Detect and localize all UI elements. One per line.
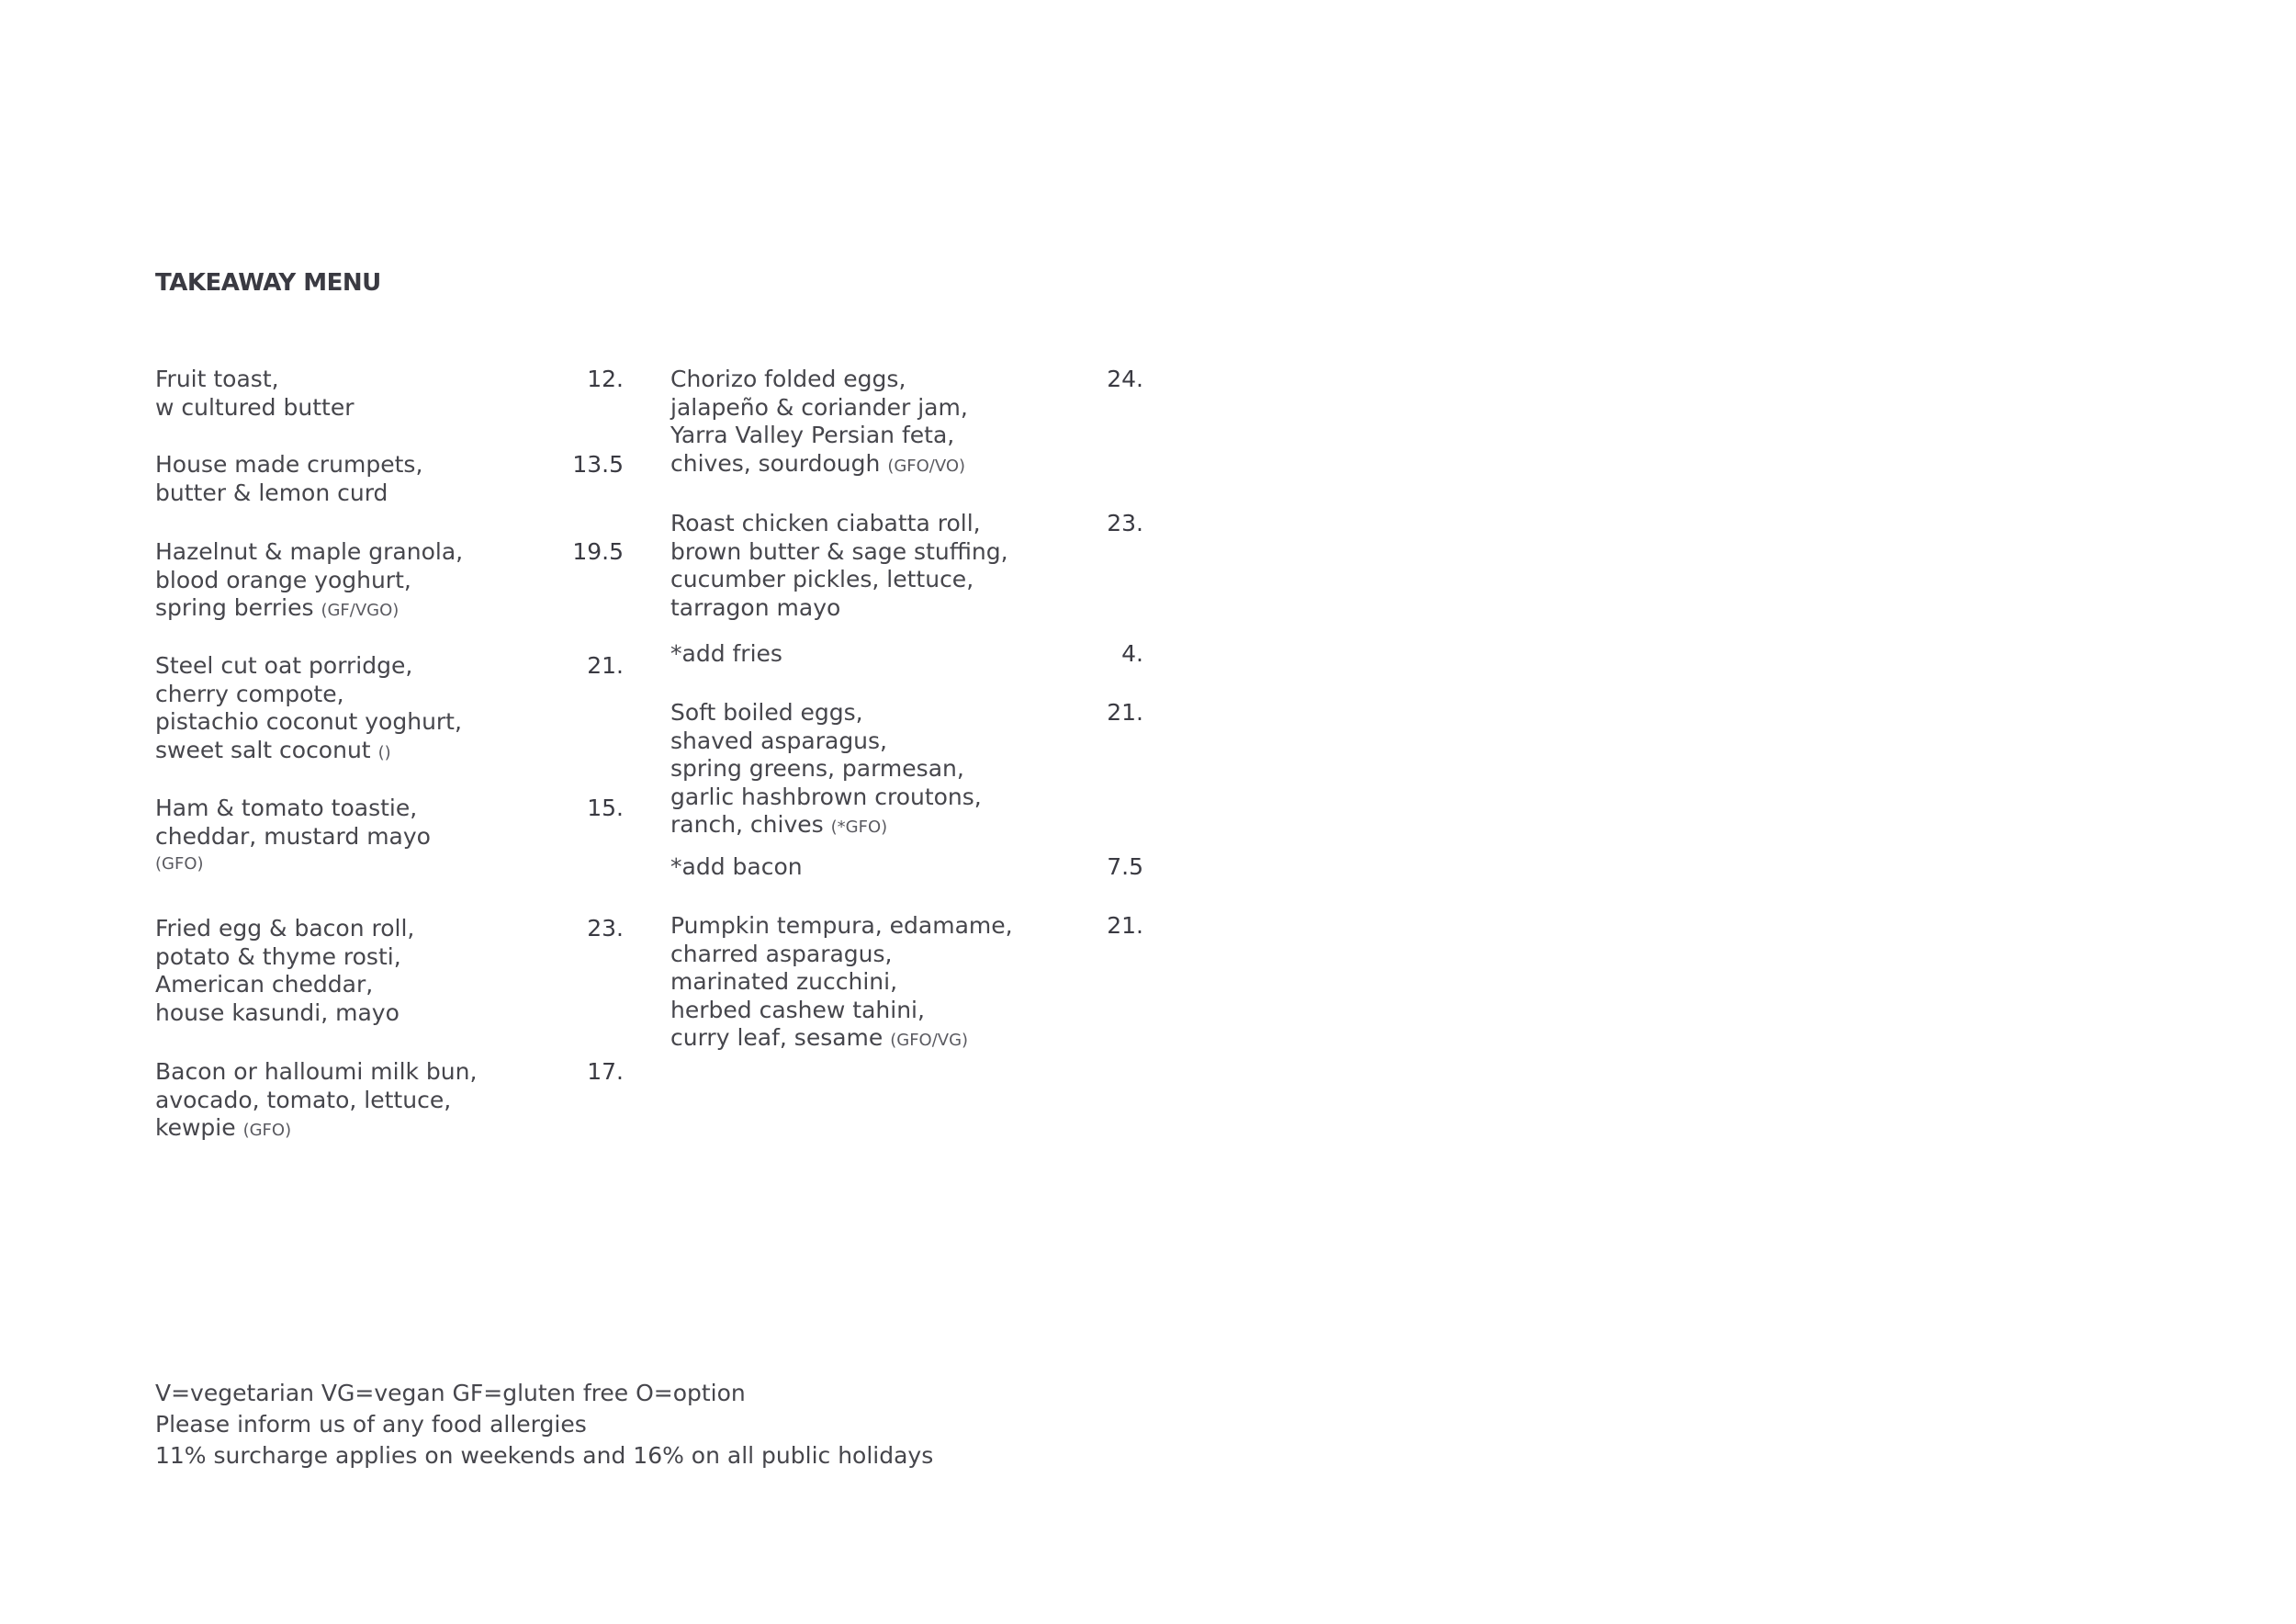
- item-line: w cultured butter: [155, 393, 355, 421]
- item-line: spring greens, parmesan,: [670, 755, 964, 782]
- item-description: [155, 538, 624, 626]
- item-line: Yarra Valley Persian feta,: [670, 422, 955, 448]
- item-line: chives, sourdough: [670, 449, 881, 477]
- dietary-tag: (GFO/VG): [890, 1031, 969, 1050]
- dietary-legend: V=vegetarian VG=vegan GF=gluten free O=option: [155, 1380, 746, 1406]
- item-line: cherry compote,: [155, 680, 344, 707]
- item-line: curry leaf, sesame: [670, 1024, 884, 1051]
- item-line: house kasundi, mayo: [155, 998, 400, 1026]
- menu-item-chicken-roll: [670, 510, 1143, 622]
- item-description: [155, 1058, 624, 1145]
- item-line: Chorizo folded eggs,: [670, 366, 906, 392]
- item-price: 12.: [587, 366, 624, 392]
- dietary-tag: (*GFO): [830, 818, 888, 837]
- item-line: Ham & tomato toastie,: [155, 795, 418, 821]
- item-line: marinated zucchini,: [670, 968, 898, 995]
- item-line: cucumber pickles, lettuce,: [670, 566, 974, 592]
- dietary-tag: (): [377, 742, 391, 762]
- item-line: charred asparagus,: [670, 940, 893, 967]
- item-price: 15.: [587, 795, 624, 821]
- menu-item-granola: [155, 538, 624, 626]
- menu-item-crumpets: [155, 451, 624, 507]
- item-description: [670, 699, 1143, 842]
- item-line: American cheddar,: [155, 971, 374, 998]
- item-line-with-tag: [670, 811, 1143, 842]
- menu-item-add-bacon: [670, 853, 1143, 882]
- item-line: herbed cashew tahini,: [670, 996, 925, 1023]
- allergy-notice: Please inform us of any food allergies: [155, 1411, 587, 1438]
- footer-notes: [155, 1378, 933, 1472]
- item-line: Steel cut oat porridge,: [155, 652, 413, 679]
- item-line: *add fries: [670, 640, 782, 667]
- item-price: 19.5: [572, 538, 624, 565]
- menu-item-milk-bun: [155, 1058, 624, 1145]
- item-description: [155, 795, 624, 879]
- item-line: pistachio coconut yoghurt,: [155, 708, 462, 735]
- menu-item-add-fries: [670, 640, 1143, 669]
- item-line: garlic hashbrown croutons,: [670, 783, 982, 810]
- menu-item-chorizo-eggs: [670, 366, 1143, 480]
- item-price: 13.5: [572, 451, 624, 478]
- item-line: Pumpkin tempura, edamame,: [670, 912, 1013, 939]
- item-line: *add bacon: [670, 853, 803, 880]
- item-line: Soft boiled eggs,: [670, 699, 863, 726]
- dietary-tag: (GFO): [242, 1121, 292, 1140]
- item-line-with-tag: [670, 450, 1143, 481]
- item-line: ranch, chives: [670, 811, 824, 838]
- item-price: 21.: [587, 652, 624, 679]
- item-line: Bacon or halloumi milk bun,: [155, 1058, 478, 1085]
- item-line: cheddar, mustard mayo: [155, 822, 431, 850]
- item-line-with-tag: [155, 737, 624, 768]
- item-line: Hazelnut & maple granola,: [155, 538, 464, 565]
- item-description: [155, 652, 624, 767]
- menu-item-pumpkin-tempura: [670, 912, 1143, 1055]
- item-price: 23.: [1107, 510, 1143, 536]
- menu-item-porridge: [155, 652, 624, 767]
- item-description: [670, 510, 1143, 622]
- item-description: [670, 853, 1143, 882]
- item-description: [155, 451, 624, 507]
- item-line-with-tag: [155, 1114, 624, 1145]
- item-price: 24.: [1107, 366, 1143, 392]
- menu-item-soft-boiled-eggs: [670, 699, 1143, 842]
- item-price: 17.: [587, 1058, 624, 1085]
- item-line: shaved asparagus,: [670, 727, 887, 754]
- dietary-tag: (GF/VGO): [321, 601, 400, 620]
- dietary-tag: (GFO): [155, 854, 204, 874]
- item-line: sweet salt coconut: [155, 736, 371, 763]
- item-line: potato & thyme rosti,: [155, 942, 401, 970]
- item-description: [155, 915, 624, 1027]
- item-description: [670, 640, 1143, 669]
- item-line: jalapeño & coriander jam,: [670, 393, 968, 421]
- item-line: blood orange yoghurt,: [155, 566, 411, 593]
- item-line: Fruit toast,: [155, 366, 279, 392]
- item-description: [155, 366, 624, 422]
- item-price: 7.5: [1107, 853, 1143, 880]
- item-description: [670, 366, 1143, 480]
- menu-item-fruit-toast: [155, 366, 624, 422]
- dietary-tag: (GFO/VO): [887, 456, 966, 476]
- item-price: 21.: [1107, 912, 1143, 939]
- item-line: butter & lemon curd: [155, 479, 388, 506]
- surcharge-notice: 11% surcharge applies on weekends and 16% on all public holidays: [155, 1442, 934, 1469]
- item-price: 21.: [1107, 699, 1143, 726]
- item-line: brown butter & sage stuffing,: [670, 537, 1008, 565]
- item-description: [670, 912, 1143, 1055]
- item-price: 23.: [587, 915, 624, 942]
- page-title: TAKEAWAY MENU: [155, 269, 381, 297]
- menu-item-toastie: [155, 795, 624, 879]
- menu-item-bacon-roll: [155, 915, 624, 1027]
- item-line: avocado, tomato, lettuce,: [155, 1086, 452, 1113]
- item-line: spring berries: [155, 594, 314, 621]
- item-line: kewpie: [155, 1114, 236, 1141]
- item-price: 4.: [1121, 640, 1143, 667]
- item-line: Fried egg & bacon roll,: [155, 915, 415, 942]
- item-line-with-tag: [155, 594, 624, 626]
- item-line: House made crumpets,: [155, 451, 423, 478]
- item-line: Roast chicken ciabatta roll,: [670, 510, 981, 536]
- item-line: tarragon mayo: [670, 593, 841, 621]
- item-line-with-tag: [670, 1024, 1143, 1055]
